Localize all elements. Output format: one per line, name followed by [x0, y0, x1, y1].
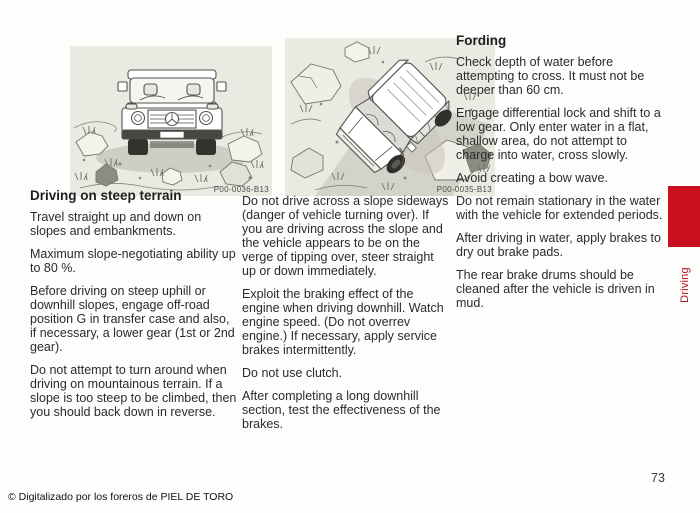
chapter-tab-label-wrap — [670, 252, 700, 318]
footer-copyright: © Digitalizado por los foreros de PIEL DE TORO — [8, 491, 234, 503]
paragraph: Travel straight up and down on slopes and embankments. — [30, 210, 202, 238]
section-heading: Fording — [456, 33, 507, 48]
section-heading: Driving on steep terrain — [30, 188, 182, 203]
page-number: 73 — [651, 471, 665, 485]
paragraph: Check depth of water before attempting to cross. It must not be deeper than 60 cm. — [456, 55, 645, 97]
paragraph: Engage differential lock and shift to a low gear. Only enter water in a flat, shallow area, do not attempt to charge into water, cross slowly. — [456, 106, 661, 162]
paragraph: Before driving on steep uphill or downhill slopes, engage off-road position G in transfer case and also, if necessary, a lower gear (1st or 2nd gear). — [30, 284, 235, 354]
paragraph: After driving in water, apply brakes to dry out brake pads. — [456, 231, 661, 259]
figure-caption: P00-0036-B13 — [213, 185, 269, 194]
paragraph: Exploit the braking effect of the engine when driving downhill. Watch engine speed. (Do not overrev engine.) If necessary, apply service brakes intermittently. — [242, 287, 444, 357]
column-fording — [456, 33, 664, 319]
paragraph: After completing a long downhill section, test the effectiveness of the brakes. — [242, 389, 441, 431]
chapter-tab-label: Driving — [679, 267, 692, 303]
steep-terrain-illustration — [70, 46, 272, 196]
paragraph: Avoid creating a bow wave. — [456, 171, 608, 185]
column-steep-terrain — [30, 188, 238, 428]
steep-terrain-figure — [70, 46, 272, 196]
chapter-tab — [668, 186, 700, 247]
paragraph: Do not use clutch. — [242, 366, 343, 380]
paragraph: Maximum slope-negotiating ability up to 80 %. — [30, 247, 236, 275]
figure-caption: P00-0035-B13 — [436, 185, 492, 194]
paragraph: Do not drive across a slope sideways (danger of vehicle turning over). If you are driving across the slope and the vehicle appears to be on the verge of tipping over, steer straight up or down immediately. — [242, 194, 449, 278]
paragraph: The rear brake drums should be cleaned after the vehicle is driven in mud. — [456, 268, 655, 310]
column-slope-driving — [242, 194, 451, 440]
paragraph: Do not attempt to turn around when driving on mountainous terrain. If a slope is too steep to be climbed, then you should back down in reverse. — [30, 363, 237, 419]
paragraph: Do not remain stationary in the water with the vehicle for extended periods. — [456, 194, 663, 222]
